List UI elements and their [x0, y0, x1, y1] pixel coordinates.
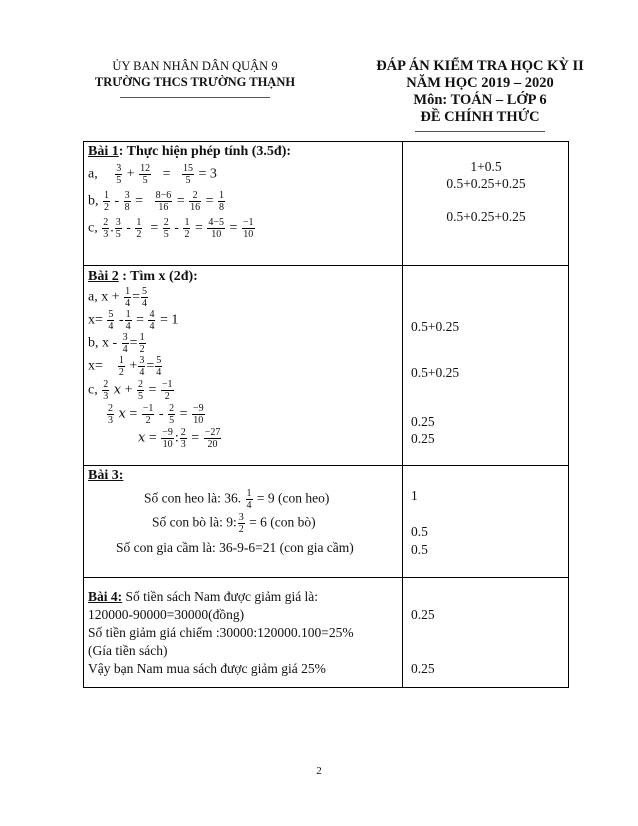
bai3-content	[84, 466, 402, 577]
bai2-point-c1: 0.25	[411, 414, 435, 429]
header-left-rule	[120, 97, 270, 98]
bai1-a: a, $\frac{3}{5}$ + $\frac{12}{5}$ = $\frac{15}{5}$ = 3	[88, 163, 217, 186]
school-year: NĂM HỌC 2019 – 2020	[406, 75, 554, 91]
bai1-points	[403, 142, 568, 265]
bai4-point-1: 0.25	[411, 607, 435, 622]
bai1-point-b: 0.5+0.25+0.25	[446, 176, 526, 191]
bai1-title: Bài 1: Thực hiện phép tính (3.5đ):	[88, 144, 292, 159]
answer-table	[83, 141, 569, 688]
bai2-a: a, x + $\frac{1}{4}$ = $\frac{5}{4}$	[88, 286, 148, 309]
bai4-title: Bài 4: Số tiền sách Nam được giảm giá là:	[88, 589, 319, 604]
bai1-content	[84, 142, 402, 265]
bai3-title: Bài 3:	[88, 468, 124, 483]
district-name: ỦY BAN NHÂN DÂN QUẬN 9	[112, 59, 278, 73]
bai2-x2: x= $\frac{1}{2}$ + $\frac{3}{4}$ = $\frac{5}{4}$	[88, 355, 162, 378]
header-right	[335, 58, 625, 132]
bai2-points	[403, 266, 568, 465]
subject: Môn: TOÁN – LỚP 6	[413, 92, 547, 108]
official-label: ĐỀ CHÍNH THỨC	[420, 109, 540, 125]
bai3-point-2: 0.5	[411, 524, 428, 539]
bai1-b: b, $\frac{1}{2}$ - $\frac{3}{8}$ = $\frac{8-6}{16}$ = $\frac{2}{16}$ = $\frac{1}{8}$	[88, 190, 225, 213]
row-bai1	[84, 142, 569, 266]
bai4-content	[84, 578, 402, 687]
row-bai2	[84, 266, 569, 466]
bai2-x1: x= $\frac{5}{4}$ - $\frac{1}{4}$ = $\frac{4}{4}$ = 1	[88, 309, 179, 332]
header-left	[55, 58, 335, 98]
bai3-point-1: 1	[411, 488, 418, 503]
bai2-point-a: 0.5+0.25	[411, 319, 460, 334]
page-number: 2	[316, 765, 322, 777]
bai4-point-2: 0.25	[411, 661, 435, 676]
bai2-c3: x = $\frac{-9}{10}$ : $\frac{2}{3}$ = $\frac{-27}{20}$	[138, 427, 221, 450]
bai2-content	[84, 266, 402, 465]
bai1-point-c: 0.5+0.25+0.25	[446, 209, 526, 224]
bai2-point-b: 0.5+0.25	[411, 365, 460, 380]
bai4-points	[403, 578, 568, 687]
bai4-line1: 120000-90000=30000(đồng)	[88, 607, 245, 622]
header-right-rule	[415, 131, 545, 132]
bai4-line4: Vậy bạn Nam mua sách được giảm giá 25%	[88, 661, 326, 676]
bai1-point-a: 1+0.5	[470, 159, 502, 174]
bai1-c: c, $\frac{2}{3}$ . $\frac{3}{5}$ - $\frac{1}{2}$ = $\frac{2}{5}$ - $\frac{1}{2}$ = $\frac{4-5}{10}$ = $\frac{-1}{10}$	[88, 217, 254, 240]
bai4-line2: Số tiền giảm giá chiếm :30000:120000.100=25%	[88, 625, 354, 640]
bai2-c: c, $\frac{2}{3}$ x + $\frac{2}{5}$ = $\frac{-1}{2}$	[88, 379, 173, 402]
bai4-line3: (Gía tiền sách)	[88, 643, 168, 658]
bai3-line2: Số con bò là: 9: $\frac{3}{2}$ = 6 (con bò)	[152, 512, 316, 535]
bai3-line3: Số con gia cầm là: 36-9-6=21 (con gia cầm)	[116, 540, 354, 555]
bai2-c2: $\frac{2}{3}$ x = $\frac{-1}{2}$ - $\frac{2}{5}$ = $\frac{-9}{10}$	[108, 403, 204, 426]
row-bai4	[84, 578, 569, 688]
row-bai3	[84, 466, 569, 578]
bai2-point-c2: 0.25	[411, 431, 435, 446]
bai2-title: Bài 2 : Tìm x (2đ):	[88, 269, 198, 284]
doc-title: ĐÁP ÁN KIỂM TRA HỌC KỲ II	[376, 58, 584, 74]
bai2-b: b, x - $\frac{3}{4}$ = $\frac{1}{2}$	[88, 332, 145, 355]
bai3-points	[403, 466, 568, 577]
school-name: TRƯỜNG THCS TRƯỜNG THẠNH	[94, 75, 296, 89]
bai3-line1: Số con heo là: 36. $\frac{1}{4}$ = 9 (con heo)	[144, 488, 330, 511]
bai3-point-3: 0.5	[411, 542, 428, 557]
